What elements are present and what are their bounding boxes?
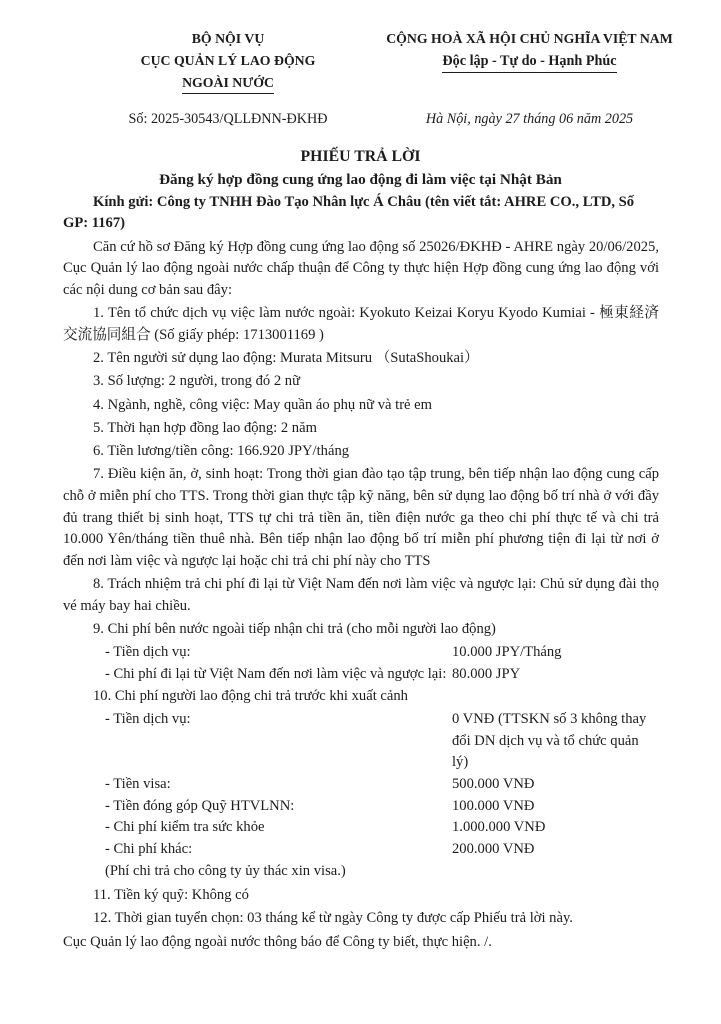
item-8: 8. Trách nhiệm trả chi phí đi lại từ Việt Nam đến nơi làm việc và ngược lại: Chủ sử dụng đài thọ vé máy bay hai chiều. — [63, 576, 659, 614]
national-name: CỘNG HOÀ XÃ HỘI CHỦ NGHĨA VIỆT NAM — [386, 31, 673, 46]
item-9-heading: 9. Chi phí bên nước ngoài tiếp nhận chi trả (cho mỗi người lao động) — [93, 621, 496, 638]
fee-label: - Tiền dịch vụ: — [105, 644, 191, 661]
fee-row — [63, 642, 659, 664]
document-header — [0, 28, 721, 94]
fee-row — [63, 796, 659, 818]
fee-label: - Tiền dịch vụ: — [105, 710, 191, 727]
fee-label: - Chi phí đi lại từ Việt Nam đến nơi làm việc và ngược lại: — [105, 665, 447, 682]
fee-row — [63, 817, 659, 839]
doc-title: PHIẾU TRẢ LỜI — [300, 147, 421, 165]
item-12: 12. Thời gian tuyển chọn: 03 tháng kể từ ngày Công ty được cấp Phiếu trả lời này. — [93, 910, 573, 927]
intro-paragraph: Căn cứ hồ sơ Đăng ký Hợp đồng cung ứng lao động số 25026/ĐKHĐ - AHRE ngày 20/06/2025, Cục Quản lý lao động ngoài nước chấp thuận để Công ty thực hiện Hợp đồng cung ứng lao động với các nội dung cơ bản sau đây: — [63, 238, 659, 299]
item-4: 4. Ngành, nghề, công việc: May quần áo phụ nữ và trẻ em — [93, 396, 433, 413]
fee-value: 80.000 JPY — [452, 665, 521, 682]
closing-paragraph: Cục Quản lý lao động ngoài nước thông báo để Công ty biết, thực hiện. /. — [63, 933, 492, 950]
org-name-underline: NGOÀI NƯỚC — [182, 73, 274, 94]
fee-value: 10.000 JPY/Tháng — [452, 644, 562, 661]
item-10-note: (Phí chi trả cho công ty ủy thác xin visa.) — [105, 862, 346, 879]
item-10-heading: 10. Chi phí người lao động chi trả trước khi xuất cảnh — [93, 687, 408, 704]
fee-label: - Chi phí kiểm tra sức khỏe — [105, 819, 265, 836]
fee-value: 1.000.000 VNĐ — [452, 819, 546, 836]
fee-label: - Tiền đóng góp Quỹ HTVLNN: — [105, 797, 295, 814]
item-1: 1. Tên tổ chức dịch vụ việc làm nước ngoài: Kyokuto Keizai Koryu Kyodo Kumiai - 極東経済交流協同組合 (Số giấy phép: 1713001169 ) — [63, 305, 659, 343]
fee-label: - Chi phí khác: — [105, 841, 193, 858]
place-date: Hà Nội, ngày 27 tháng 06 năm 2025 — [425, 111, 634, 127]
item-5: 5. Thời hạn hợp đồng lao động: 2 năm — [93, 419, 317, 436]
fee-row — [63, 664, 659, 686]
document-body — [0, 192, 721, 954]
national-motto — [378, 50, 681, 73]
salutation: Kính gửi: Công ty TNHH Đào Tạo Nhân lực Á Châu (tên viết tắt: AHRE CO., LTD, Số GP: 1167) — [63, 193, 635, 232]
fee-row — [63, 774, 659, 796]
fee-value: 500.000 VNĐ — [452, 775, 535, 792]
fee-row — [63, 839, 659, 861]
doc-number: Số: 2025-30543/QLLĐNN-ĐKHĐ — [128, 111, 328, 127]
national-header-block — [378, 28, 681, 94]
document-meta-row — [0, 109, 721, 131]
issuing-org-block — [78, 28, 378, 94]
doc-subtitle: Đăng ký hợp đồng cung ứng lao động đi làm việc tại Nhật Bản — [159, 170, 562, 188]
fee-label: - Tiền visa: — [105, 775, 171, 792]
org-name-line1: CỤC QUẢN LÝ LAO ĐỘNG — [140, 53, 316, 68]
item-3: 3. Số lượng: 2 người, trong đó 2 nữ — [93, 373, 300, 390]
fee-value: 200.000 VNĐ — [452, 841, 535, 858]
item-11: 11. Tiền ký quỹ: Không có — [93, 886, 249, 903]
fee-value: 100.000 VNĐ — [452, 797, 535, 814]
fee-row — [63, 709, 659, 774]
fee-value: 0 VNĐ (TTSKN số 3 không thay đổi DN dịch vụ và tổ chức quản lý) — [452, 710, 647, 771]
org-parent-name: BỘ NỘI VỤ — [191, 31, 265, 46]
item-2: 2. Tên người sử dụng lao động: Murata Mitsuru （SutaShoukai） — [93, 350, 479, 367]
item-6: 6. Tiền lương/tiền công: 166.920 JPY/tháng — [93, 442, 350, 459]
org-name-line2 — [78, 72, 378, 94]
national-motto-underline: Độc lập - Tự do - Hạnh Phúc — [442, 52, 616, 73]
item-7: 7. Điều kiện ăn, ở, sinh hoạt: Trong thời gian đào tạo tập trung, bên tiếp nhận lao động cung cấp chỗ ở miễn phí cho TTS. Trong thời gian thực tập kỹ năng, bên sử dụng lao động bố trí nhà ở với đầy đủ trang thiết bị sinh hoạt, TTS tự chi trả tiền ăn, tiền điện nước ga theo chi phí thực tế và chi trả 10.000 Yên/tháng tiền thuê nhà. Bên tiếp nhận lao động bố trí miễn phí phương tiện đi lại từ nơi ở đến nơi làm việc và ngược lại hoặc chi trả chi phí này cho TTS — [63, 466, 659, 569]
